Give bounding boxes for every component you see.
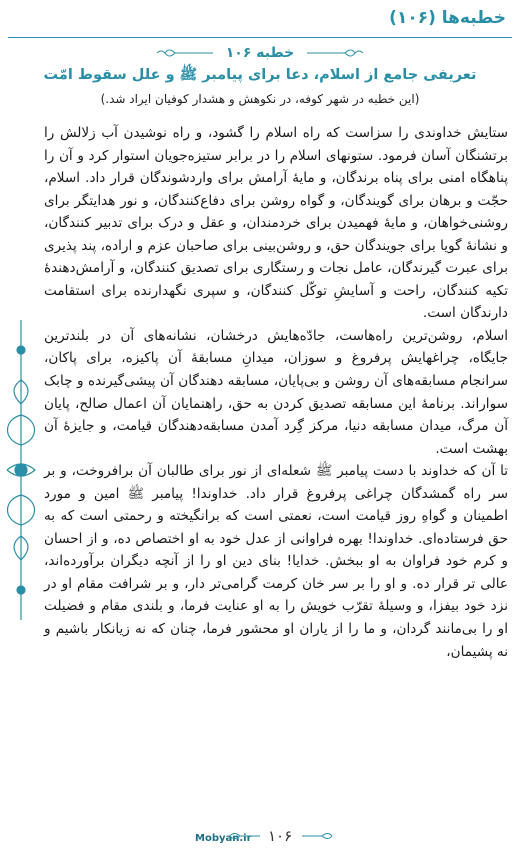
sermon-note: (این خطبه در شهر کوفه، در نکوهش و هشدار کوفیان ایراد شد.) bbox=[100, 92, 420, 106]
paragraph: ستایش خداوندی را سزاست که راه اسلام را گشود، و راه نوشیدن آب زلالش را برتشنگان آسان فرمود. ستونهای اسلام را در برابر ستیزه‌جویان استوار کرد و آن را پناهگاه امنی برای پناه برندگان، و مایۀ آرامش برای واردشوندگان قرار داد. اسلام، حجّت و برهان برای گویندگان، و گواه روشن برای دفاع‌کنندگان، و نور هدایتگر برای روشنی‌خواهان، و مایۀ فهمیدن برای خردمندان، و عقل و درک برای تدبیر کنندگان، و نشانۀ گویا برای جویندگان حق، و روشن‌بینی برای صاحبان عزم و اراده، پند پذیری برای عبرت گیرندگان، عامل نجات و رستگاری برای تصدیق کنندگان، و آرامش‌دهندۀ تکیه کنندگان، راحت و آسایشِ توکّل کنندگان، و سپری نگهدارنده برای استقامت دارندگان است. bbox=[44, 125, 508, 322]
page-footer bbox=[0, 825, 520, 855]
sermon-subtitle: تعریفی جامع از اسلام، دعا برای پیامبر ﷺ و علل سقوط امّت bbox=[43, 67, 477, 83]
site-watermark: Mobyan.ir bbox=[195, 833, 252, 844]
page-header bbox=[0, 0, 520, 38]
sermon-number-label: خطبه ۱۰۶ bbox=[225, 45, 295, 61]
flourish-ornament-icon bbox=[226, 831, 262, 841]
flourish-ornament-icon bbox=[155, 47, 215, 59]
paragraph: اسلام، روشن‌ترین راه‌هاست، جادّه‌هایش درخشان، نشانه‌های آن در بلندترین جایگاه، چراغهایش پرفروغ و سوزان، میدانِ مسابقۀ آن پاکیزه، برای پاکان، سرانجام مسابقه‌های آن روشن و بی‌پایان، مسابقه دهندگان آن پیشی‌گیرنده و چابک سواراند. برنامۀ این مسابقه تصدیق کردن به حق، راهنمایان آن اعمال صالح، پایان آن مرگ، میدان مسابقه دنیا، مرکز گِرد آمدن مسابقه‌دهندگان قیامت، و جایزۀ آن بهشت است. bbox=[44, 327, 508, 457]
paragraph: تا آن که خداوند با دست پیامبر ﷺ شعله‌ای از نور برای طالبان آن برافروخت، و بر سر راه گمشدگان چراغی پرفروغ قرار داد. خداوندا! پیامبر ﷺ امین و مورد اطمینان و گواهِ روز قیامت است، نعمتی است که برانگیخته و رحمتی است که به حق فرستاده‌ای. خداوندا! بهره فراوانی از عدل خود به او اختصاص ده، و از احسان و کرم خود فراوان به او ببخش. خدایا! بنای دین او را از آنچه دیگران برآورده‌اند، عالی تر قرار ده. و او را بر سر خان کرمت گرامی‌تر دار، و بر شرافت مقام او در نزد خود بیفزا، و وسیلۀ تقرّب خویش را به او عنایت فرما، و بلندی مقام و فضیلت او را بی‌مانند گردان، و ما را از یاران او محشور فرما، چنان که نه زیانکار باشیم و نه پشیمان، bbox=[44, 463, 508, 660]
flourish-ornament-icon bbox=[300, 831, 336, 841]
decorative-margin-ornament-icon bbox=[2, 320, 40, 620]
sermon-title-row bbox=[0, 45, 520, 61]
flourish-ornament-icon bbox=[305, 47, 365, 59]
page-number: ۱۰۶ bbox=[268, 827, 293, 845]
sermon-body bbox=[44, 122, 508, 663]
running-header-title: خطبه‌ها (۱۰۶) bbox=[389, 8, 506, 28]
header-rule bbox=[8, 37, 512, 38]
